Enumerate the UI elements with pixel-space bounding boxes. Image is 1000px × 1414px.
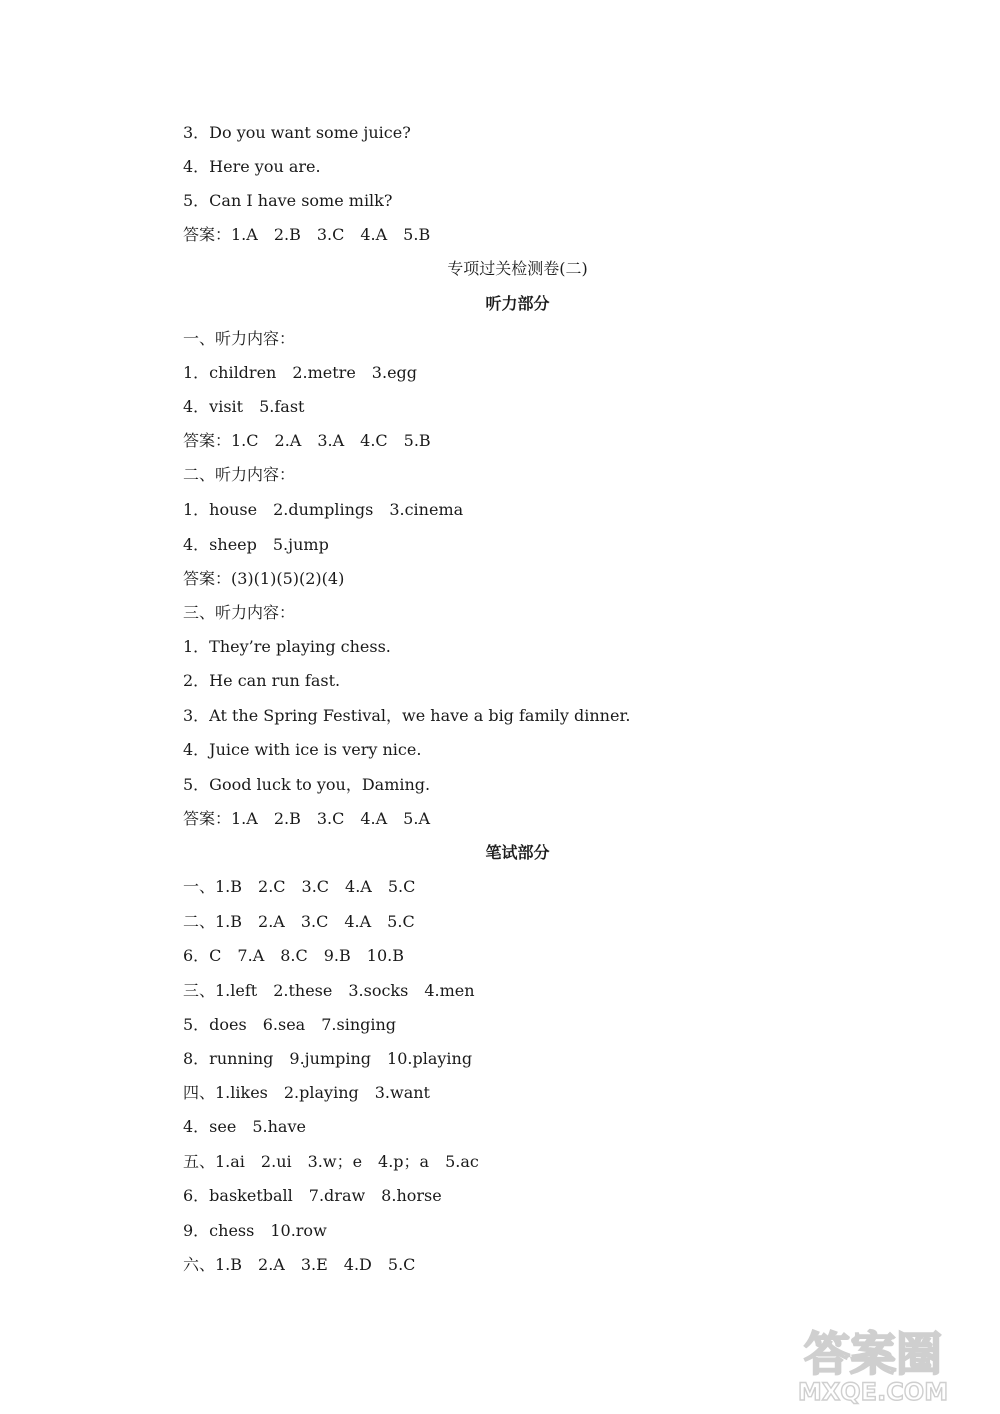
question-heading: 一、听力内容： <box>183 329 296 348</box>
question-heading: 二、听力内容： <box>183 465 296 484</box>
text-line: 2．He can run fast. <box>183 671 341 690</box>
watermark-logo-text: 答案圈 <box>804 1327 942 1381</box>
text-line: 5．Can I have some milk? <box>183 191 393 210</box>
part-heading: 笔试部分 <box>485 843 550 862</box>
text-line: 1．house 2.dumplings 3.cinema <box>183 500 464 519</box>
text-line: 3．Do you want some juice? <box>183 123 411 142</box>
answer-line: 答案：1.A 2.B 3.C 4.A 5.A <box>183 809 430 828</box>
text-line: 3．At the Spring Festival，we have a big family dinner. <box>183 706 631 725</box>
answer-line: 5．does 6.sea 7.singing <box>183 1015 397 1034</box>
text-line: 4．visit 5.fast <box>183 397 305 416</box>
text-line: 1．They’re playing chess. <box>183 637 391 656</box>
answer-line: 答案：1.A 2.B 3.C 4.A 5.B <box>183 225 431 244</box>
answer-line: 三、1.left 2.these 3.socks 4.men <box>183 981 475 1000</box>
answer-line: 4．see 5.have <box>183 1117 306 1136</box>
answer-line: 四、1.likes 2.playing 3.want <box>183 1083 430 1102</box>
answer-line: 一、1.B 2.C 3.C 4.A 5.C <box>183 877 416 896</box>
answer-line: 六、1.B 2.A 3.E 4.D 5.C <box>183 1255 416 1274</box>
answer-line: 6．basketball 7.draw 8.horse <box>183 1186 442 1205</box>
answer-line: 答案：(3)(1)(5)(2)(4) <box>183 569 345 588</box>
answer-line: 答案：1.C 2.A 3.A 4.C 5.B <box>183 431 431 450</box>
text-line: 4．Here you are. <box>183 157 321 176</box>
answer-line: 8．running 9.jumping 10.playing <box>183 1049 473 1068</box>
answer-line: 二、1.B 2.A 3.C 4.A 5.C <box>183 912 415 931</box>
text-line: 4．Juice with ice is very nice. <box>183 740 422 759</box>
text-line: 5．Good luck to you，Daming. <box>183 775 431 794</box>
section-title: 专项过关检测卷(二) <box>447 259 588 278</box>
text-line: 1．children 2.metre 3.egg <box>183 363 418 382</box>
answer-line: 五、1.ai 2.ui 3.w；e 4.p；a 5.ac <box>183 1152 479 1171</box>
answer-line: 9．chess 10.row <box>183 1221 327 1240</box>
answer-line: 6．C 7.A 8.C 9.B 10.B <box>183 946 404 965</box>
part-heading: 听力部分 <box>485 294 550 313</box>
text-line: 4．sheep 5.jump <box>183 535 329 554</box>
watermark-logo <box>758 1320 988 1406</box>
question-heading: 三、听力内容： <box>183 603 296 622</box>
watermark-site-text: MXQE.COM <box>797 1378 949 1406</box>
